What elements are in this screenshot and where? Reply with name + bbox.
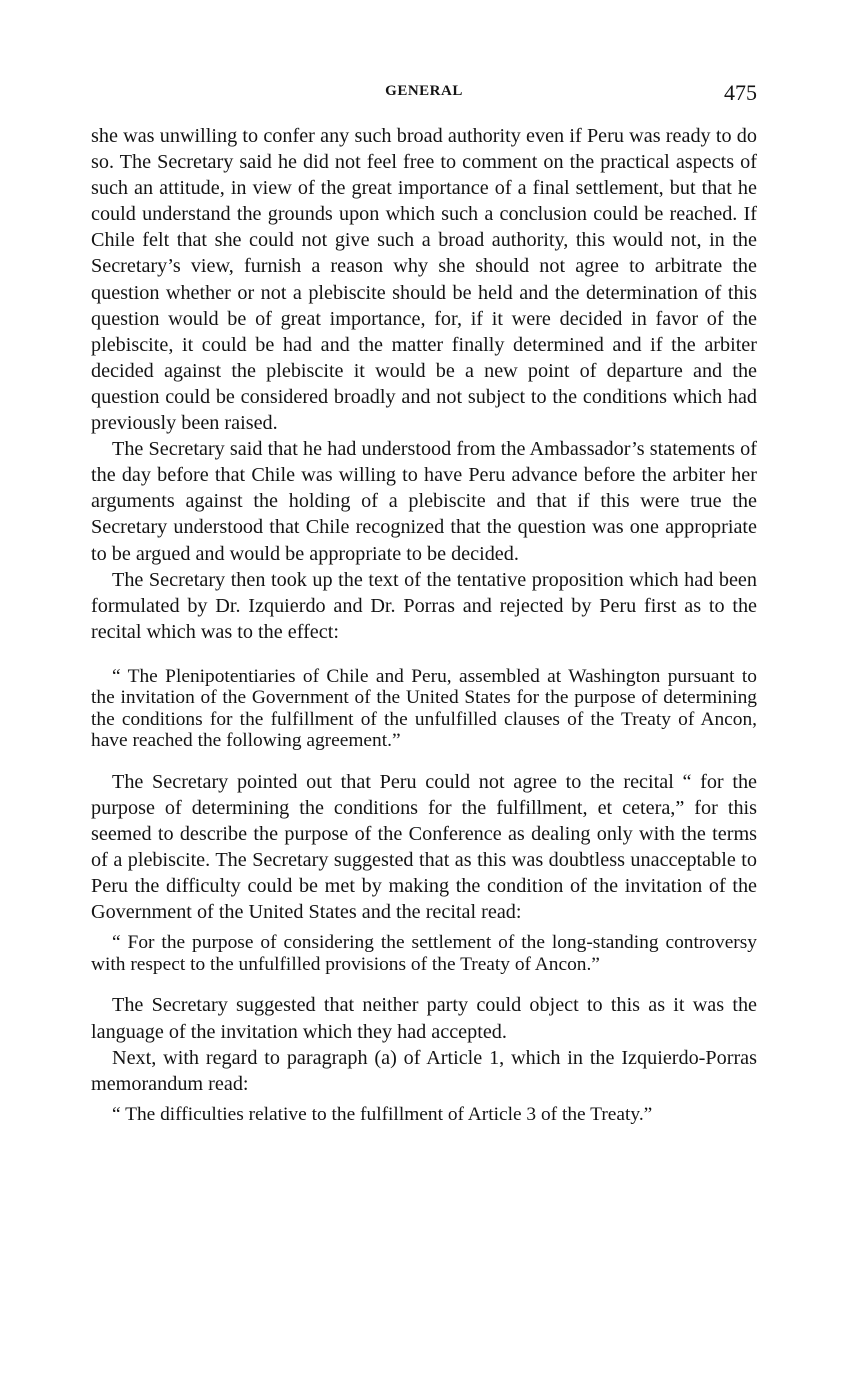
page-number: 475 bbox=[724, 80, 757, 105]
running-head bbox=[91, 80, 757, 110]
paragraph: The Secretary then took up the text of the tentative proposition which had been formulated by Dr. Izquierdo and Dr. Porras and rejected by Peru first as to the recital which was to the effect: bbox=[91, 568, 757, 643]
paragraph: Next, with regard to paragraph (a) of Article 1, which in the Izquierdo-Porras memorandum read: bbox=[91, 1046, 757, 1095]
block-quote: “ For the purpose of considering the settlement of the long-standing controversy with respect to the unfulfilled provisions of the Treaty of Ancon.” bbox=[91, 932, 757, 975]
paragraph: The Secretary pointed out that Peru could not agree to the recital “ for the purpose of determining the conditions for the fulfillment, et cetera,” for this seemed to describe the purpose of the Conference as dealing only with the terms of a plebiscite. The Secretary suggested that as this was doubtless unacceptable to Peru the difficulty could be met by making the condition of the invitation of the Government of the United States and the recital read: bbox=[91, 770, 757, 924]
section-title: GENERAL bbox=[385, 83, 463, 99]
block-quote: “ The difficulties relative to the fulfillment of Article 3 of the Treaty.” bbox=[112, 1103, 653, 1125]
paragraph: The Secretary suggested that neither party could object to this as it was the language of the invitation which they had accepted. bbox=[91, 994, 757, 1043]
body-text bbox=[91, 123, 757, 1125]
paragraph: The Secretary said that he had understood from the Ambassador’s statements of the day before that Chile was willing to have Peru advance before the arbiter her arguments against the holding of a plebiscite and that if this were true the Secretary understood that Chile recognized that the question was one appropriate to be argued and would be appropriate to be decided. bbox=[91, 438, 757, 565]
paragraph-continued: she was unwilling to confer any such broad authority even if Peru was ready to do so. The Secretary said he did not feel free to comment on the practical aspects of such an attitude, in view of the great importance of a final settlement, but that he could understand the grounds upon which such a conclusion could be reached. If Chile felt that she could not give such a broad authority, this would not, in the Secretary’s view, furnish a reason why she should not agree to arbitrate the question whether or not a plebiscite should be held and the determination of this question would be of great importance, for, if it were decided in favor of the plebiscite, it could be had and the matter finally determined and if the arbiter decided against the plebiscite it would be a new point of departure and the question could be considered broadly and not subject to the conditions which had previously been raised. bbox=[91, 125, 757, 435]
block-quote: “ The Plenipotentiaries of Chile and Peru, assembled at Washington pursuant to the invitation of the Government of the United States for the purpose of determining the conditions for the fulfillment of the unfulfilled clauses of the Treaty of Ancon, have reached the following agreement.” bbox=[91, 665, 757, 752]
